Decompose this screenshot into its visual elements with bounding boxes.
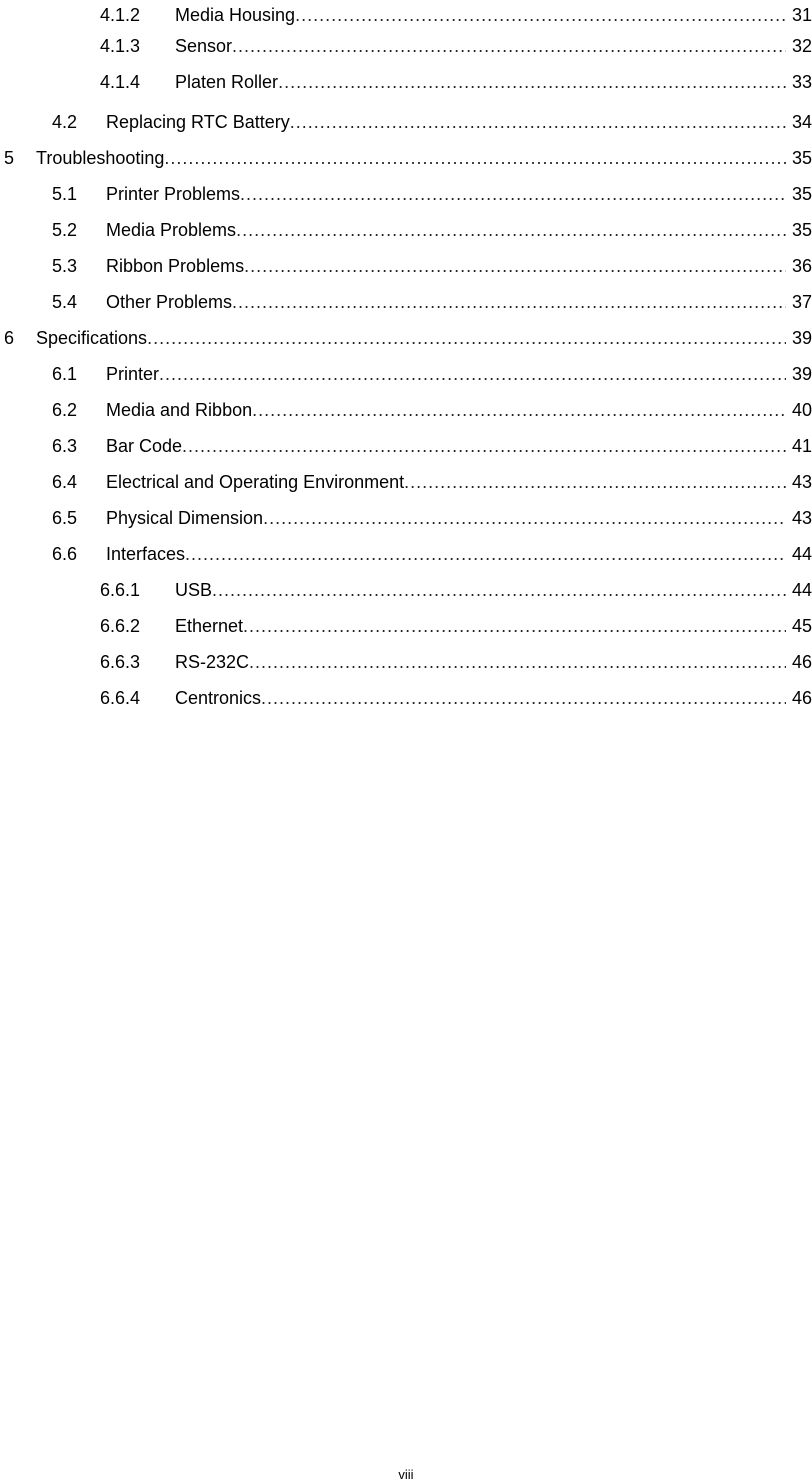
toc-entry-number: 6.2 bbox=[52, 400, 78, 420]
toc-dot-leader bbox=[159, 359, 786, 389]
toc-dot-leader bbox=[147, 323, 786, 353]
toc-entry-4-1-3[interactable] bbox=[100, 31, 812, 61]
toc-entry-page-number: 37 bbox=[791, 292, 812, 312]
toc-entry-number: 4.1.2 bbox=[100, 5, 141, 25]
toc-entry-4-1-2[interactable] bbox=[100, 0, 812, 30]
toc-entry-5-1[interactable] bbox=[52, 179, 812, 209]
toc-entry-title: Bar Code bbox=[106, 436, 183, 456]
toc-entry-page-number: 35 bbox=[791, 184, 812, 204]
toc-dot-leader bbox=[404, 467, 786, 497]
toc-entry-page-number: 44 bbox=[791, 544, 812, 564]
toc-dot-leader bbox=[164, 143, 786, 173]
toc-entry-title: Centronics bbox=[175, 688, 262, 708]
page-footer-number: viii bbox=[398, 1467, 414, 1482]
toc-dot-leader bbox=[295, 0, 786, 30]
toc-entry-number: 4.1.3 bbox=[100, 36, 141, 56]
toc-entry-number: 6.6 bbox=[52, 544, 78, 564]
toc-entry-6-6-1[interactable] bbox=[100, 575, 812, 605]
toc-entry-page-number: 39 bbox=[791, 364, 812, 384]
toc-dot-leader bbox=[185, 539, 786, 569]
toc-entry-title: Ethernet bbox=[175, 616, 244, 636]
toc-entry-6-6-4[interactable] bbox=[100, 683, 812, 713]
toc-entry-number: 5.4 bbox=[52, 292, 78, 312]
toc-entry-title: Specifications bbox=[36, 328, 148, 348]
toc-entry-number: 6.3 bbox=[52, 436, 78, 456]
toc-entry-5[interactable] bbox=[4, 143, 812, 173]
toc-entry-number: 4.1.4 bbox=[100, 72, 141, 92]
toc-dot-leader bbox=[243, 611, 786, 641]
toc-entry-number: 6.6.2 bbox=[100, 616, 141, 636]
toc-entry-title: Platen Roller bbox=[175, 72, 279, 92]
toc-dot-leader bbox=[244, 251, 786, 281]
toc-entry-page-number: 35 bbox=[791, 220, 812, 240]
toc-entry-number: 6.5 bbox=[52, 508, 78, 528]
toc-entry-page-number: 31 bbox=[791, 5, 812, 25]
toc-dot-leader bbox=[249, 647, 786, 677]
toc-entry-6-6[interactable] bbox=[52, 539, 812, 569]
toc-entry-4-1-4[interactable] bbox=[100, 67, 812, 97]
toc-entry-title: USB bbox=[175, 580, 213, 600]
toc-dot-leader bbox=[252, 395, 786, 425]
toc-entry-title: Electrical and Operating Environment bbox=[106, 472, 405, 492]
toc-entry-6-4[interactable] bbox=[52, 467, 812, 497]
toc-dot-leader bbox=[236, 215, 786, 245]
toc-entry-number: 6.6.3 bbox=[100, 652, 141, 672]
toc-entry-6-6-3[interactable] bbox=[100, 647, 812, 677]
toc-entry-title: Printer Problems bbox=[106, 184, 241, 204]
toc-entry-6-3[interactable] bbox=[52, 431, 812, 461]
toc-entry-title: Media and Ribbon bbox=[106, 400, 253, 420]
toc-entry-title: Interfaces bbox=[106, 544, 186, 564]
toc-entry-title: Troubleshooting bbox=[36, 148, 165, 168]
toc-entry-page-number: 35 bbox=[791, 148, 812, 168]
toc-dot-leader bbox=[240, 179, 786, 209]
toc-entry-title: Other Problems bbox=[106, 292, 233, 312]
toc-entry-number: 5 bbox=[4, 148, 15, 168]
toc-entry-6-1[interactable] bbox=[52, 359, 812, 389]
toc-entry-title: Ribbon Problems bbox=[106, 256, 245, 276]
toc-entry-6[interactable] bbox=[4, 323, 812, 353]
toc-entry-6-2[interactable] bbox=[52, 395, 812, 425]
toc-dot-leader bbox=[278, 67, 786, 97]
toc-entry-title: Sensor bbox=[175, 36, 233, 56]
toc-entry-page-number: 32 bbox=[791, 36, 812, 56]
toc-entry-number: 5.3 bbox=[52, 256, 78, 276]
toc-entry-number: 5.1 bbox=[52, 184, 78, 204]
toc-entry-number: 6.6.1 bbox=[100, 580, 141, 600]
toc-entry-5-2[interactable] bbox=[52, 215, 812, 245]
toc-entry-page-number: 39 bbox=[791, 328, 812, 348]
toc-entry-page-number: 33 bbox=[791, 72, 812, 92]
toc-entry-page-number: 43 bbox=[791, 472, 812, 492]
toc-entry-4-2[interactable] bbox=[52, 107, 812, 137]
toc-dot-leader bbox=[212, 575, 786, 605]
toc-entry-title: Media Housing bbox=[175, 5, 296, 25]
toc-dot-leader bbox=[182, 431, 786, 461]
toc-entry-title: Printer bbox=[106, 364, 160, 384]
toc-entry-page-number: 40 bbox=[791, 400, 812, 420]
toc-entry-page-number: 41 bbox=[791, 436, 812, 456]
toc-entry-number: 4.2 bbox=[52, 112, 78, 132]
toc-dot-leader bbox=[261, 683, 786, 713]
toc-entry-page-number: 44 bbox=[791, 580, 812, 600]
toc-entry-title: RS-232C bbox=[175, 652, 250, 672]
toc-entry-number: 5.2 bbox=[52, 220, 78, 240]
toc-entry-5-4[interactable] bbox=[52, 287, 812, 317]
toc-entry-number: 6 bbox=[4, 328, 15, 348]
toc-entry-title: Physical Dimension bbox=[106, 508, 264, 528]
toc-dot-leader bbox=[290, 107, 786, 137]
toc-entry-number: 6.1 bbox=[52, 364, 78, 384]
toc-entry-page-number: 43 bbox=[791, 508, 812, 528]
toc-dot-leader bbox=[263, 503, 786, 533]
toc-entry-page-number: 36 bbox=[791, 256, 812, 276]
toc-entry-title: Replacing RTC Battery bbox=[106, 112, 290, 132]
toc-dot-leader bbox=[232, 31, 786, 61]
toc-entry-page-number: 46 bbox=[791, 652, 812, 672]
toc-entry-title: Media Problems bbox=[106, 220, 237, 240]
toc-entry-6-5[interactable] bbox=[52, 503, 812, 533]
toc-dot-leader bbox=[232, 287, 786, 317]
toc-entry-page-number: 45 bbox=[791, 616, 812, 636]
toc-entry-page-number: 34 bbox=[791, 112, 812, 132]
toc-entry-number: 6.4 bbox=[52, 472, 78, 492]
toc-entry-6-6-2[interactable] bbox=[100, 611, 812, 641]
toc-entry-page-number: 46 bbox=[791, 688, 812, 708]
toc-entry-5-3[interactable] bbox=[52, 251, 812, 281]
toc-entry-number: 6.6.4 bbox=[100, 688, 141, 708]
